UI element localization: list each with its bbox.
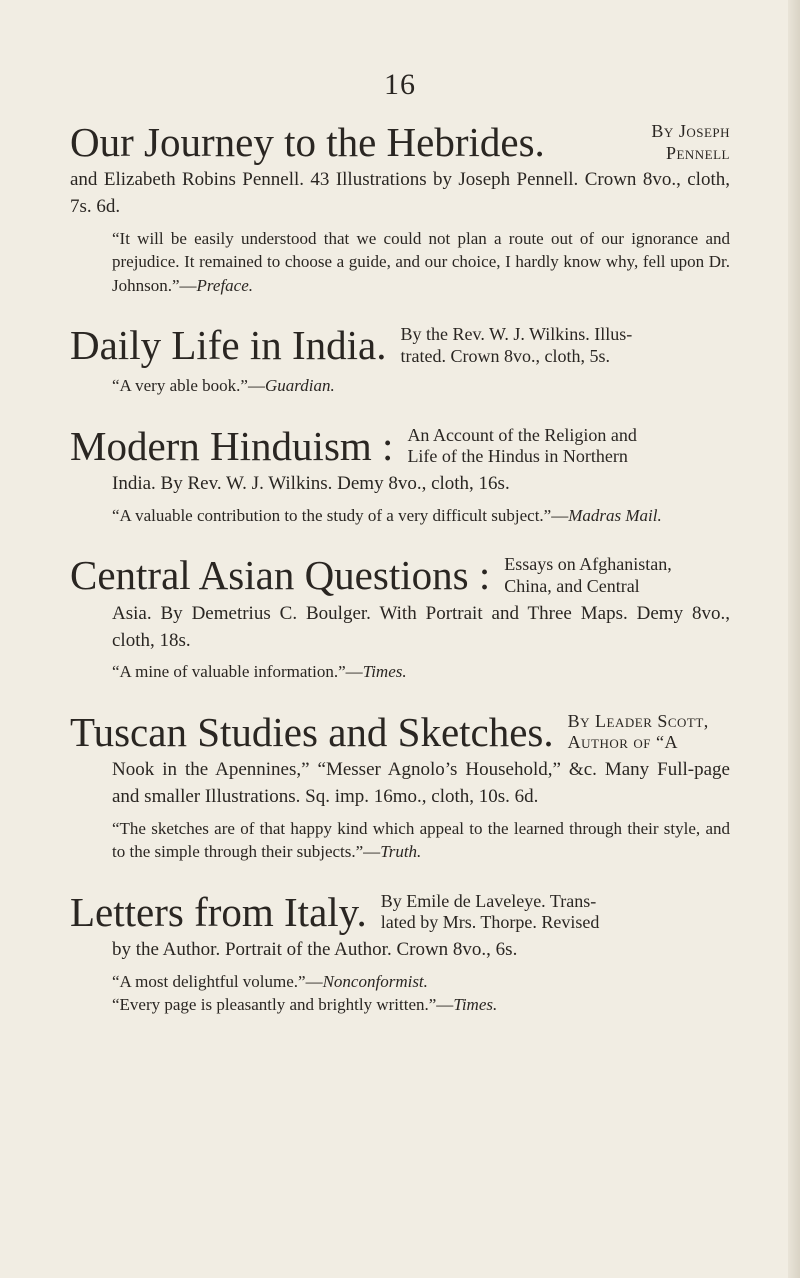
book-details: India. By Rev. W. J. Wilkins. Demy 8vo., cloth, 16s. — [112, 473, 510, 495]
aside-line: China, and Central — [504, 576, 640, 596]
quote-source: Times. — [362, 662, 407, 682]
book-title: Modern Hinduism : — [70, 422, 394, 469]
catalogue-entry — [70, 424, 730, 528]
book-details: by the Author. Portrait of the Author. Crown 8vo., 6s. — [112, 938, 518, 960]
aside-line: By Emile de Laveleye. Trans- — [380, 890, 597, 911]
catalogue-entry — [70, 710, 730, 864]
author-note — [407, 425, 730, 468]
aside-line: trated. Crown 8vo., cloth, 5s. — [400, 345, 610, 366]
entry-heading — [70, 553, 730, 598]
entry-heading — [70, 890, 730, 935]
review-quote: “A valuable contribution to the study of a very difficult subject.”—Madras Mail. — [112, 506, 662, 525]
aside-line: Life of the Hindus in Northern — [407, 446, 628, 467]
review-quote: “The sketches are of that happy kind which appeal to the learned through their style, and to the simple through their subjects.”—Truth. — [112, 818, 730, 862]
aside-line: lated by Mrs. Thorpe. Revised — [380, 912, 600, 933]
book-details: Nook in the Apennines,” “Messer Agnolo’s Household,” &c. Many Full-page and smaller Illustrations. Sq. imp. 16mo., cloth, 10s. 6d. — [112, 759, 730, 807]
quote-source: Madras Mail. — [568, 506, 662, 525]
aside-line: An Account of the Religion and — [407, 424, 637, 445]
catalogue-entry — [70, 890, 730, 1017]
catalogue-list — [70, 120, 730, 1043]
review-quote: “A most delightful volume.”—Nonconformist. — [112, 971, 428, 991]
aside-line: By Leader Scott, — [567, 710, 709, 731]
review-quote: “Every page is pleasantly and brightly written.”—Times. — [112, 995, 498, 1015]
catalogue-entry — [70, 323, 730, 398]
catalogue-entry — [70, 553, 730, 683]
quote-source: Preface. — [196, 275, 254, 295]
aside-line: Essays on Afghanistan, — [504, 554, 672, 575]
review-quote: “A mine of valuable information.”—Times. — [112, 662, 407, 682]
author-note — [504, 554, 730, 597]
review-quote: “A very able book.”—Guardian. — [112, 376, 335, 396]
quote-source: Truth. — [380, 842, 422, 862]
quote-source: Guardian. — [264, 376, 335, 396]
book-title: Letters from Italy. — [70, 888, 367, 935]
book-title: Central Asian Questions : — [70, 552, 491, 599]
book-details: Asia. By Demetrius C. Boulger. With Portrait and Three Maps. Demy 8vo., cloth, 18s. — [112, 602, 730, 651]
book-title: Daily Life in India. — [70, 322, 387, 369]
entry-heading — [70, 710, 730, 755]
quote-source: Times. — [453, 995, 498, 1015]
author-note — [559, 121, 730, 164]
page-number: 16 — [384, 68, 416, 101]
page-edge — [788, 0, 800, 1278]
aside-line: Author of “A — [567, 732, 679, 753]
quote-source: Nonconformist. — [322, 971, 428, 991]
book-details: and Elizabeth Robins Pennell. 43 Illustrations by Joseph Pennell. Crown 8vo., cloth, 7s. 6d. — [70, 169, 730, 218]
catalogue-entry — [70, 120, 730, 297]
review-quote: “It will be easily understood that we could not plan a route out of our ignorance and prejudice. It remained to choose a guide, and our choice, I hardly know why, fell upon Dr. Johnson.”—Preface. — [112, 229, 730, 295]
aside-line: By the Rev. W. J. Wilkins. Illus- — [400, 324, 633, 345]
author-note — [401, 324, 730, 367]
book-title: Tuscan Studies and Sketches. — [70, 708, 554, 755]
entry-heading — [70, 323, 730, 368]
entry-heading — [70, 424, 730, 469]
author-note — [381, 891, 730, 934]
author-note — [568, 711, 730, 754]
aside-line: Pennell — [665, 142, 730, 163]
book-title: Our Journey to the Hebrides. — [70, 119, 545, 165]
aside-line: By Joseph — [651, 120, 730, 141]
entry-heading — [70, 120, 730, 165]
